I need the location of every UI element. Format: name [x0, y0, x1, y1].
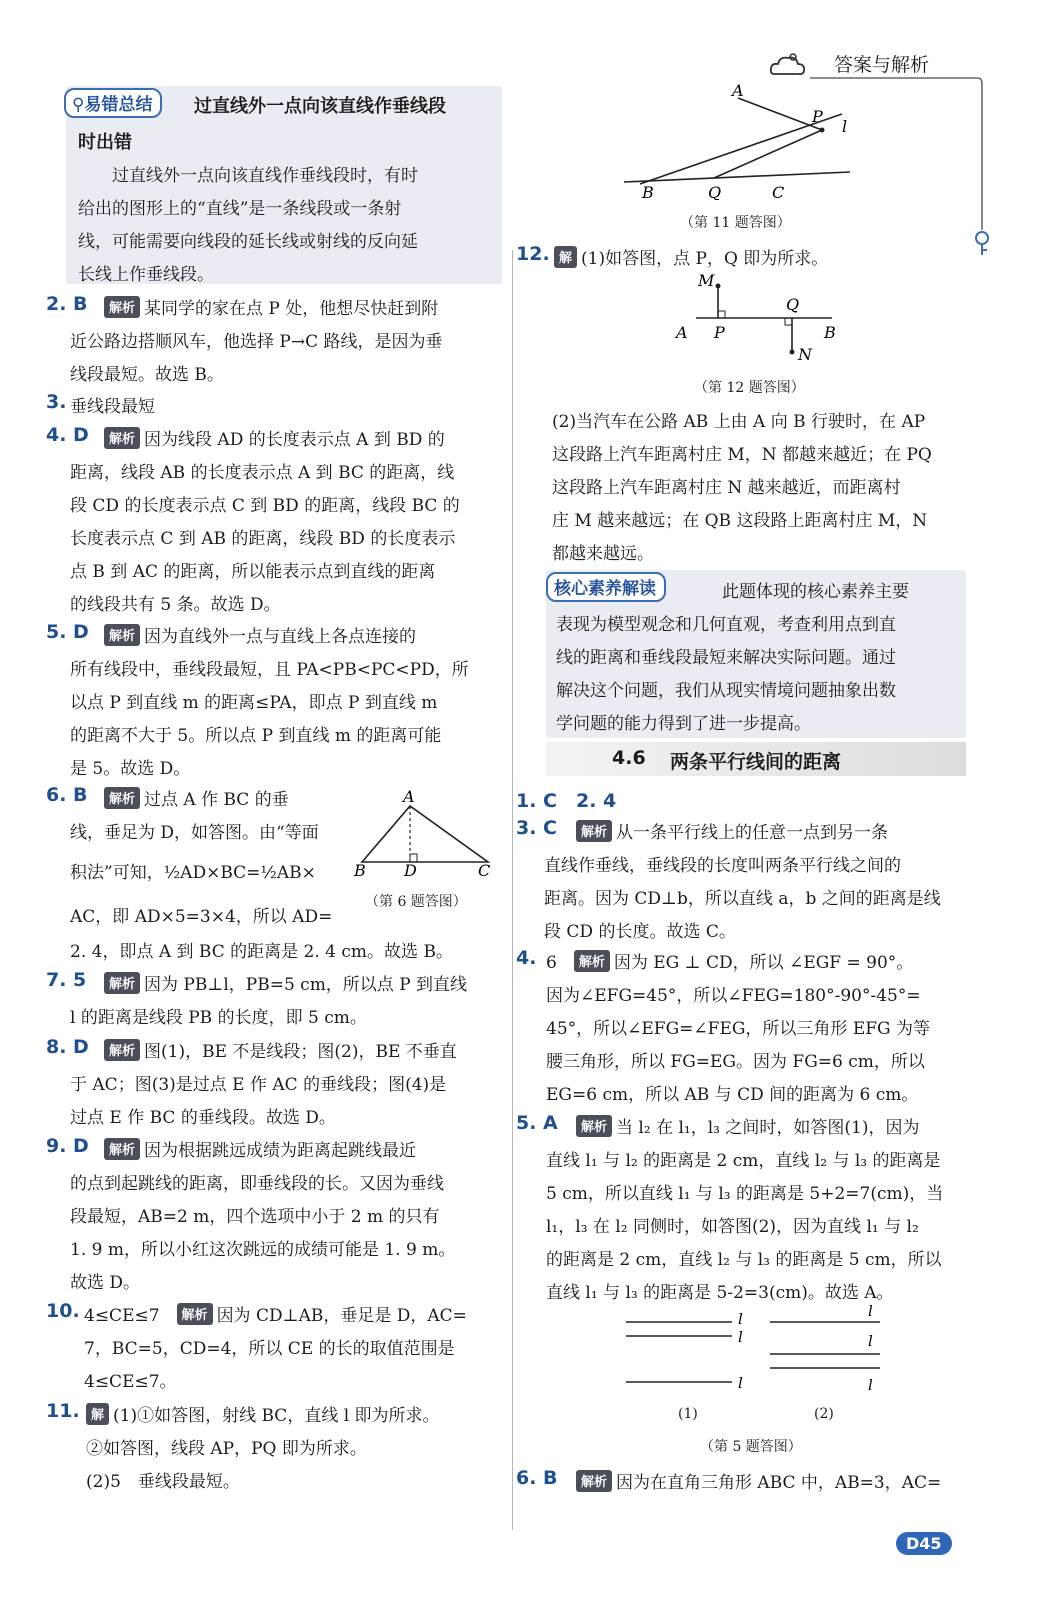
q12-caption: （第 12 题答图）: [694, 380, 805, 396]
q7-number: 7. 5: [46, 969, 87, 991]
q2-line: 线段最短。故选 B。: [70, 365, 224, 385]
q10-line: 4≤CE≤7 解析 因为 CD⊥AB，垂足是 D，AC=: [84, 1301, 467, 1326]
q12-line: 这段路上汽车距离村庄 M，N 都越来越近；在 PQ: [552, 445, 932, 465]
r-q4-line: 45°，所以∠EFG=∠FEG，所以三角形 EFG 为等: [546, 1019, 931, 1039]
column-divider: [512, 250, 513, 1530]
q12-line: 庄 M 越来越远；在 QB 这段路上距离村庄 M，N: [552, 511, 928, 531]
r-q3-line: 段 CD 的长度。故选 C。: [544, 922, 736, 942]
svg-text:D: D: [404, 861, 417, 880]
r-q5-line: 直线 l₁ 与 l₃ 的距离是 5-2=3(cm)。故选 A。: [546, 1283, 894, 1303]
svg-text:N: N: [798, 345, 812, 364]
q10-line: 4≤CE≤7。: [84, 1372, 177, 1392]
q9-line: 的点到起跳线的距离，即垂线段的长。又因为垂线: [70, 1174, 444, 1194]
q8-line: 过点 E 作 BC 的垂线段。故选 D。: [70, 1108, 336, 1128]
r-q3-number: 3. C: [516, 817, 557, 839]
q12-line: 解 (1)如答图，点 P，Q 即为所求。: [554, 244, 828, 269]
q12-number: 12.: [516, 243, 550, 265]
hexin-line: 此题体现的核心素养主要: [722, 582, 909, 602]
q4-line: 距离，线段 AB 的长度表示点 A 到 BC 的距离，线: [70, 463, 455, 483]
q4-line: 点 B 到 AC 的距离，所以能表示点到直线的距离: [70, 562, 436, 582]
q10-number: 10.: [46, 1300, 80, 1322]
yicuo-line: 过直线外一点向该直线作垂线段时，有时: [112, 166, 418, 186]
r-q5-line: 直线 l₁ 与 l₂ 的距离是 2 cm，直线 l₂ 与 l₃ 的距离是: [546, 1151, 941, 1171]
q8-number: 8. D: [46, 1036, 89, 1058]
yicuo-line: 给出的图形上的“直线”是一条线段或一条射: [78, 199, 402, 219]
q2-number: 2. B: [46, 293, 88, 315]
svg-text:C: C: [772, 183, 785, 200]
q6-line: 积法”可知，½AD×BC=½AB×: [70, 863, 316, 883]
q11-line: ②如答图，线段 AP，PQ 即为所求。: [86, 1439, 367, 1459]
q12-line: (2)当汽车在公路 AB 上由 A 向 B 行驶时，在 AP: [552, 412, 926, 432]
figure-q6: [350, 790, 500, 880]
svg-text:A: A: [676, 323, 688, 342]
section-title: 两条平行线间的距离: [670, 751, 842, 773]
figure-q11: [610, 80, 870, 200]
r-q6-number: 6. B: [516, 1467, 558, 1489]
q11-line: 解 (1)①如答图，射线 BC，直线 l 即为所求。: [86, 1401, 440, 1426]
q3-number: 3.: [46, 391, 67, 413]
q8-line: 解析 图(1)，BE 不是线段；图(2)，BE 不垂直: [104, 1037, 457, 1062]
q4-line: 长度表示点 C 到 AB 的距离，线段 BD 的长度表示: [70, 529, 456, 549]
lock-icon: [976, 232, 988, 255]
q7-line: 解析 因为 PB⊥l，PB=5 cm，所以点 P 到直线: [104, 970, 467, 995]
q5-line: 是 5。故选 D。: [70, 759, 191, 779]
hexin-tag: 核心素养解读: [546, 572, 666, 602]
svg-text:C: C: [478, 861, 491, 880]
svg-text:Q: Q: [786, 295, 800, 314]
svg-text:P: P: [812, 107, 823, 126]
q9-line: 解析 因为根据跳远成绩为距离起跳线最近: [104, 1136, 416, 1161]
yicuo-line: 时出错: [78, 132, 132, 153]
q5-sub1: (1): [678, 1406, 698, 1422]
q11-line: (2)5 垂线段最短。: [86, 1472, 240, 1492]
q4-number: 4. D: [46, 424, 89, 446]
page-number: D45: [896, 1532, 952, 1555]
r-q4-line: EG=6 cm，所以 AB 与 CD 间的距离为 6 cm。: [546, 1085, 919, 1105]
q9-line: 故选 D。: [70, 1273, 141, 1293]
q9-line: 段最短，AB=2 m，四个选项中小于 2 m 的只有: [70, 1207, 440, 1227]
svg-text:l: l: [868, 1376, 873, 1394]
svg-text:l: l: [738, 1310, 743, 1328]
q5-line: 所有线段中，垂线段最短，且 PA<PB<PC<PD，所: [70, 660, 469, 680]
q10-line: 7，BC=5，CD=4，所以 CE 的长的取值范围是: [84, 1339, 455, 1359]
r-q4-line: 6 解析 因为 EG ⊥ CD，所以 ∠EGF = 90°。: [546, 948, 913, 973]
r-q5-line: l₁，l₃ 在 l₂ 同侧时，如答图(2)，因为直线 l₁ 与 l₂: [546, 1217, 919, 1237]
svg-text:l: l: [738, 1328, 743, 1346]
svg-text:l: l: [868, 1332, 873, 1350]
q6-line: 2. 4，即点 A 到 BC 的距离是 2. 4 cm。故选 B。: [70, 942, 453, 962]
q7-line: l 的距离是线段 PB 的长度，即 5 cm。: [70, 1008, 367, 1028]
hexin-line: 学问题的能力得到了进一步提高。: [556, 714, 811, 734]
q9-line: 1. 9 m，所以小红这次跳远的成绩可能是 1. 9 m。: [70, 1240, 456, 1260]
q4-line: 的线段共有 5 条。故选 D。: [70, 595, 281, 615]
link-icon: ⚲: [72, 95, 85, 115]
q4-line: 段 CD 的长度表示点 C 到 BD 的距离，线段 BC 的: [70, 496, 460, 516]
svg-text:l: l: [738, 1374, 743, 1392]
q4-line: 解析 因为线段 AD 的长度表示点 A 到 BD 的: [104, 425, 445, 450]
svg-text:A: A: [403, 790, 415, 806]
yicuo-tag: ⚲易错总结: [64, 88, 162, 118]
hexin-line: 线的距离和垂线段最短来解决实际问题。通过: [556, 648, 896, 668]
svg-text:Q: Q: [708, 183, 722, 200]
q5-line: 以点 P 到直线 m 的距离≤PA，即点 P 到直线 m: [70, 693, 438, 713]
q8-line: 于 AC；图(3)是过点 E 作 AC 的垂线段；图(4)是: [70, 1075, 447, 1095]
q5-sub2: (2): [814, 1406, 834, 1422]
svg-text:l: l: [842, 117, 848, 136]
q5-number: 5. D: [46, 621, 89, 643]
section-number: 4.6: [612, 747, 646, 769]
q12-line: 这段路上汽车距离村庄 N 越来越近，而距离村: [552, 478, 901, 498]
svg-text:l: l: [868, 1302, 873, 1320]
r-q4-line: 因为∠EFG=45°，所以∠FEG=180°-90°-45°=: [546, 986, 921, 1006]
hexin-line: 解决这个问题，我们从现实情境问题抽象出数: [556, 681, 896, 701]
r-q5-line: 的距离是 2 cm，直线 l₂ 与 l₃ 的距离是 5 cm，所以: [546, 1250, 942, 1270]
r-q3-line: 距离。因为 CD⊥b，所以直线 a，b 之间的距离是线: [544, 889, 941, 909]
q3-answer: 垂线段最短: [70, 397, 155, 417]
r-q4-line: 腰三角形，所以 FG=EG。因为 FG=6 cm，所以: [546, 1052, 925, 1072]
q5-line: 的距离不大于 5。所以点 P 到直线 m 的距离可能: [70, 726, 442, 746]
svg-text:P: P: [714, 323, 725, 342]
svg-text:A: A: [732, 81, 744, 100]
yicuo-line: 长线上作垂线段。: [78, 265, 214, 285]
q11-number: 11.: [46, 1400, 80, 1422]
yicuo-title: 过直线外一点向该直线作垂线段: [194, 96, 446, 117]
r-q4-number: 4.: [516, 947, 537, 969]
figure-q5: [620, 1300, 910, 1400]
svg-text:B: B: [824, 323, 836, 342]
svg-text:B: B: [642, 183, 654, 200]
q6-caption: （第 6 题答图）: [365, 894, 467, 910]
q12-line: 都越来越远。: [552, 544, 654, 564]
r-q3-line: 解析 从一条平行线上的任意一点到另一条: [576, 818, 888, 843]
svg-text:B: B: [354, 861, 366, 880]
q2-line: 近公路边搭顺风车，他选择 P→C 路线，是因为垂: [70, 332, 443, 352]
r-q5-number: 5. A: [516, 1112, 558, 1134]
q6-line: 解析 过点 A 作 BC 的垂: [104, 785, 289, 810]
hexin-line: 表现为模型观念和几何直观，考查利用点到直: [556, 615, 896, 635]
r-q5-line: 5 cm，所以直线 l₁ 与 l₃ 的距离是 5+2=7(cm)，当: [546, 1184, 944, 1204]
q6-line: AC，即 AD×5=3×4，所以 AD=: [70, 907, 333, 927]
header-title: 答案与解析: [834, 54, 930, 76]
r-q6-line: 解析 因为在直角三角形 ABC 中，AB=3，AC=: [576, 1468, 941, 1493]
figure-q12: [670, 268, 850, 368]
r-q5-line: 解析 当 l₂ 在 l₁，l₃ 之间时，如答图(1)，因为: [576, 1113, 919, 1138]
q9-number: 9. D: [46, 1135, 89, 1157]
q6-number: 6. B: [46, 784, 88, 806]
q6-line: 线，垂足为 D，如答图。由“等面: [70, 823, 319, 843]
q5-line: 解析 因为直线外一点与直线上各点连接的: [104, 622, 416, 647]
q11-caption: （第 11 题答图）: [680, 215, 791, 231]
yicuo-line: 线，可能需要向线段的延长线或射线的反向延: [78, 232, 418, 252]
svg-text:M: M: [698, 271, 715, 290]
q5-caption: （第 5 题答图）: [700, 1439, 802, 1455]
q1-2-answers: 1. C 2. 4: [516, 790, 617, 812]
q2-line: 解析 某同学的家在点 P 处，他想尽快赶到附: [104, 294, 438, 319]
r-q3-line: 直线作垂线，垂线段的长度叫两条平行线之间的: [544, 856, 901, 876]
